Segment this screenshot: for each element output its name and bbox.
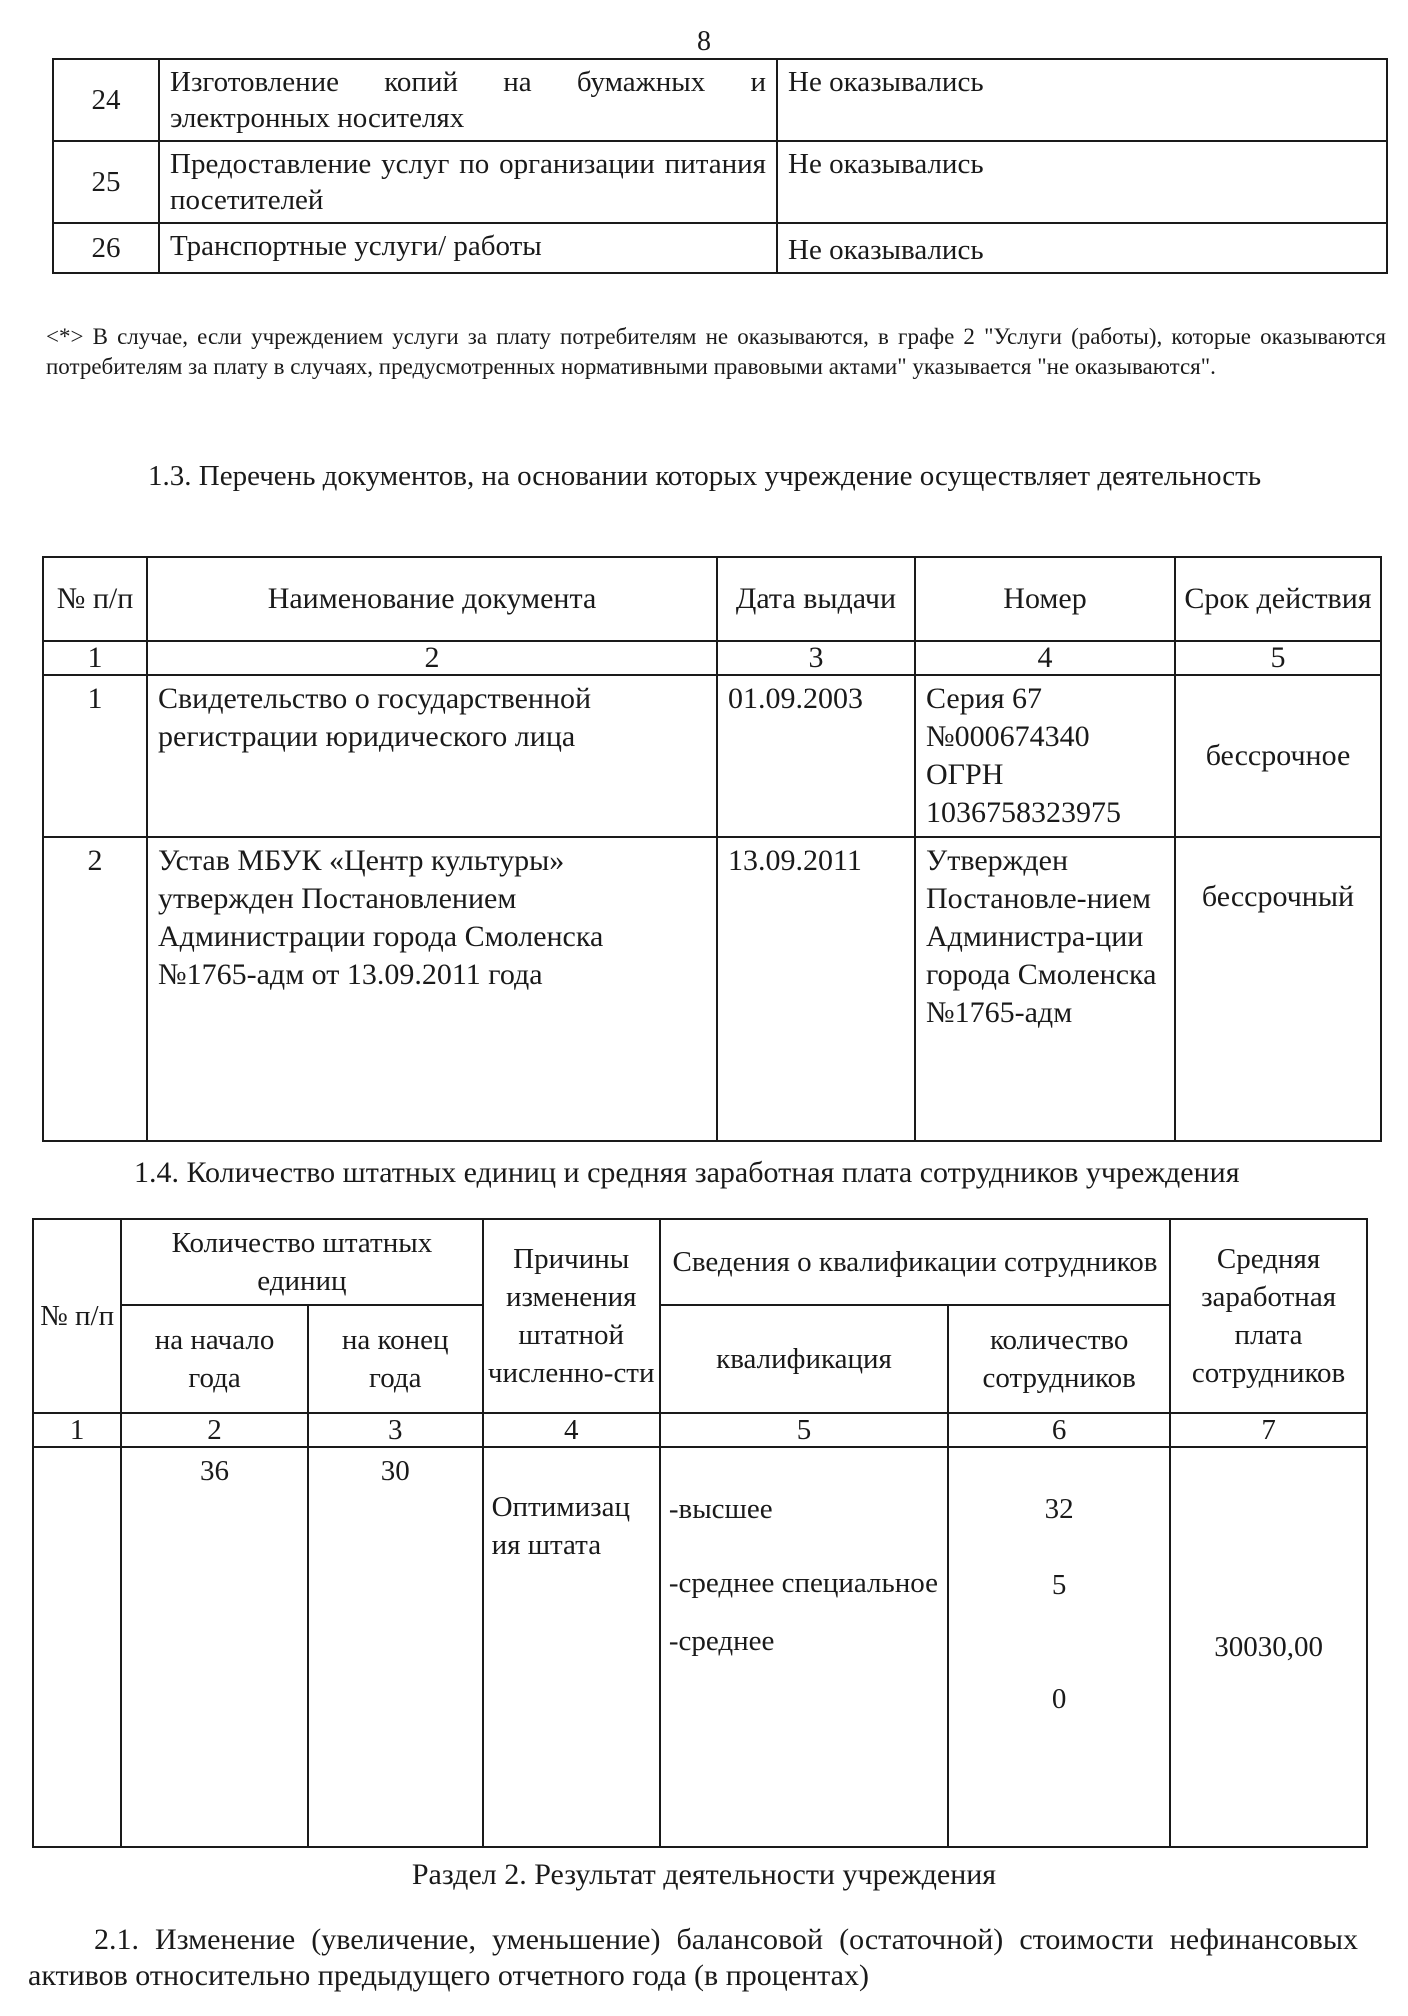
header-row (43, 557, 1381, 641)
header-start-year: на начало года (121, 1305, 308, 1413)
doc-date: 13.09.2011 (717, 837, 915, 1141)
index-cell: 3 (717, 641, 915, 675)
index-cell: 4 (915, 641, 1175, 675)
reason-text: Оптимизац ия штата (491, 1491, 630, 1561)
index-cell: 1 (33, 1413, 121, 1447)
section-1-3-heading: 1.3. Перечень документов, на основании которых учреждение осуществляет деятельность (148, 460, 1262, 492)
staff-reason (483, 1447, 660, 1847)
qualification-count: 0 (1051, 1683, 1067, 1715)
table-row (53, 141, 1387, 223)
index-cell: 2 (147, 641, 717, 675)
header-avg-salary: Средняя заработная плата сотрудников (1170, 1219, 1367, 1413)
doc-name: Свидетельство о государственной регистрации юридического лица (147, 675, 717, 837)
staff-table (32, 1218, 1368, 1848)
footnote: <*> В случае, если учреждением услуги за плату потребителям не оказываются, в графе 2 "Услуги (работы), которые оказываются потребителям за плату в случаях, предусмотренных нормативными правовыми актами" указывается "не оказываются". (46, 324, 1386, 379)
index-cell: 2 (121, 1413, 308, 1447)
index-cell: 5 (1175, 641, 1381, 675)
table-row (33, 1447, 1367, 1847)
documents-table (42, 556, 1382, 1142)
service-name: Изготовление копий на бумажных и электронных носителях (159, 59, 777, 141)
header-reasons: Причины изменения штатной численно-сти (483, 1219, 660, 1413)
index-cell: 5 (660, 1413, 948, 1447)
header-num: № п/п (43, 557, 147, 641)
row-number: 25 (53, 141, 159, 223)
page-number: 8 (697, 26, 711, 57)
header-term: Срок действия (1175, 557, 1381, 641)
header-row (33, 1219, 1367, 1305)
qualification-count: 5 (1051, 1569, 1067, 1601)
table-row (43, 675, 1381, 837)
header-doc-name: Наименование документа (147, 557, 717, 641)
header-num: № п/п (33, 1219, 121, 1413)
header-qualification: квалификация (660, 1305, 948, 1413)
index-cell: 3 (308, 1413, 483, 1447)
doc-term: бессрочный (1175, 837, 1381, 1141)
header-date: Дата выдачи (717, 557, 915, 641)
table-row (53, 223, 1387, 273)
services-table (52, 58, 1388, 274)
index-row (33, 1413, 1367, 1447)
service-status: Не оказывались (777, 59, 1387, 141)
qualification-label: -среднее специальное (668, 1567, 938, 1599)
header-number: Номер (915, 557, 1175, 641)
doc-name: Устав МБУК «Центр культуры» утвержден Постановлением Администрации города Смоленска №1765-адм от 13.09.2011 года (147, 837, 717, 1141)
staff-qualifications (660, 1447, 948, 1847)
service-name: Предоставление услуг по организации питания посетителей (159, 141, 777, 223)
qualification-label: -среднее (668, 1625, 775, 1657)
service-status: Не оказывались (777, 223, 1387, 273)
index-cell: 4 (483, 1413, 660, 1447)
qualification-count: 32 (1044, 1493, 1074, 1525)
index-cell: 7 (1170, 1413, 1367, 1447)
index-cell: 1 (43, 641, 147, 675)
section-2-1-paragraph: 2.1. Изменение (увеличение, уменьшение) балансовой (остаточной) стоимости нефинансовых активов относительно предыдущего отчетного года (в процентах) (28, 1923, 1358, 1992)
staff-start: 36 (121, 1447, 308, 1847)
service-status: Не оказывались (777, 141, 1387, 223)
header-row (33, 1305, 1367, 1413)
doc-date: 01.09.2003 (717, 675, 915, 837)
index-cell: 6 (948, 1413, 1170, 1447)
staff-num (33, 1447, 121, 1847)
header-staff-units: Количество штатных единиц (121, 1219, 482, 1305)
doc-num: 1 (43, 675, 147, 837)
service-name: Транспортные услуги/ работы (159, 223, 777, 273)
header-end-year: на конец года (308, 1305, 483, 1413)
row-number: 26 (53, 223, 159, 273)
staff-end: 30 (308, 1447, 483, 1847)
section-2-heading: Раздел 2. Результат деятельности учреждения (411, 1858, 997, 1891)
table-row (43, 837, 1381, 1141)
table-row (53, 59, 1387, 141)
staff-salary: 30030,00 (1170, 1447, 1367, 1847)
row-number: 24 (53, 59, 159, 141)
qualification-label: -высшее (668, 1493, 773, 1525)
doc-term: бессрочное (1175, 675, 1381, 837)
header-qualification-info: Сведения о квалификации сотрудников (660, 1219, 1170, 1305)
section-1-4-heading: 1.4. Количество штатных единиц и средняя заработная плата сотрудников учреждения (134, 1156, 1240, 1189)
index-row (43, 641, 1381, 675)
doc-num: 2 (43, 837, 147, 1141)
doc-number: Серия 67 №000674340 ОГРН 1036758323975 (915, 675, 1175, 837)
staff-counts (948, 1447, 1170, 1847)
header-employee-count: количество сотрудников (948, 1305, 1170, 1413)
doc-number: Утвержден Постановле-нием Администра-ции города Смоленска №1765-адм (915, 837, 1175, 1141)
